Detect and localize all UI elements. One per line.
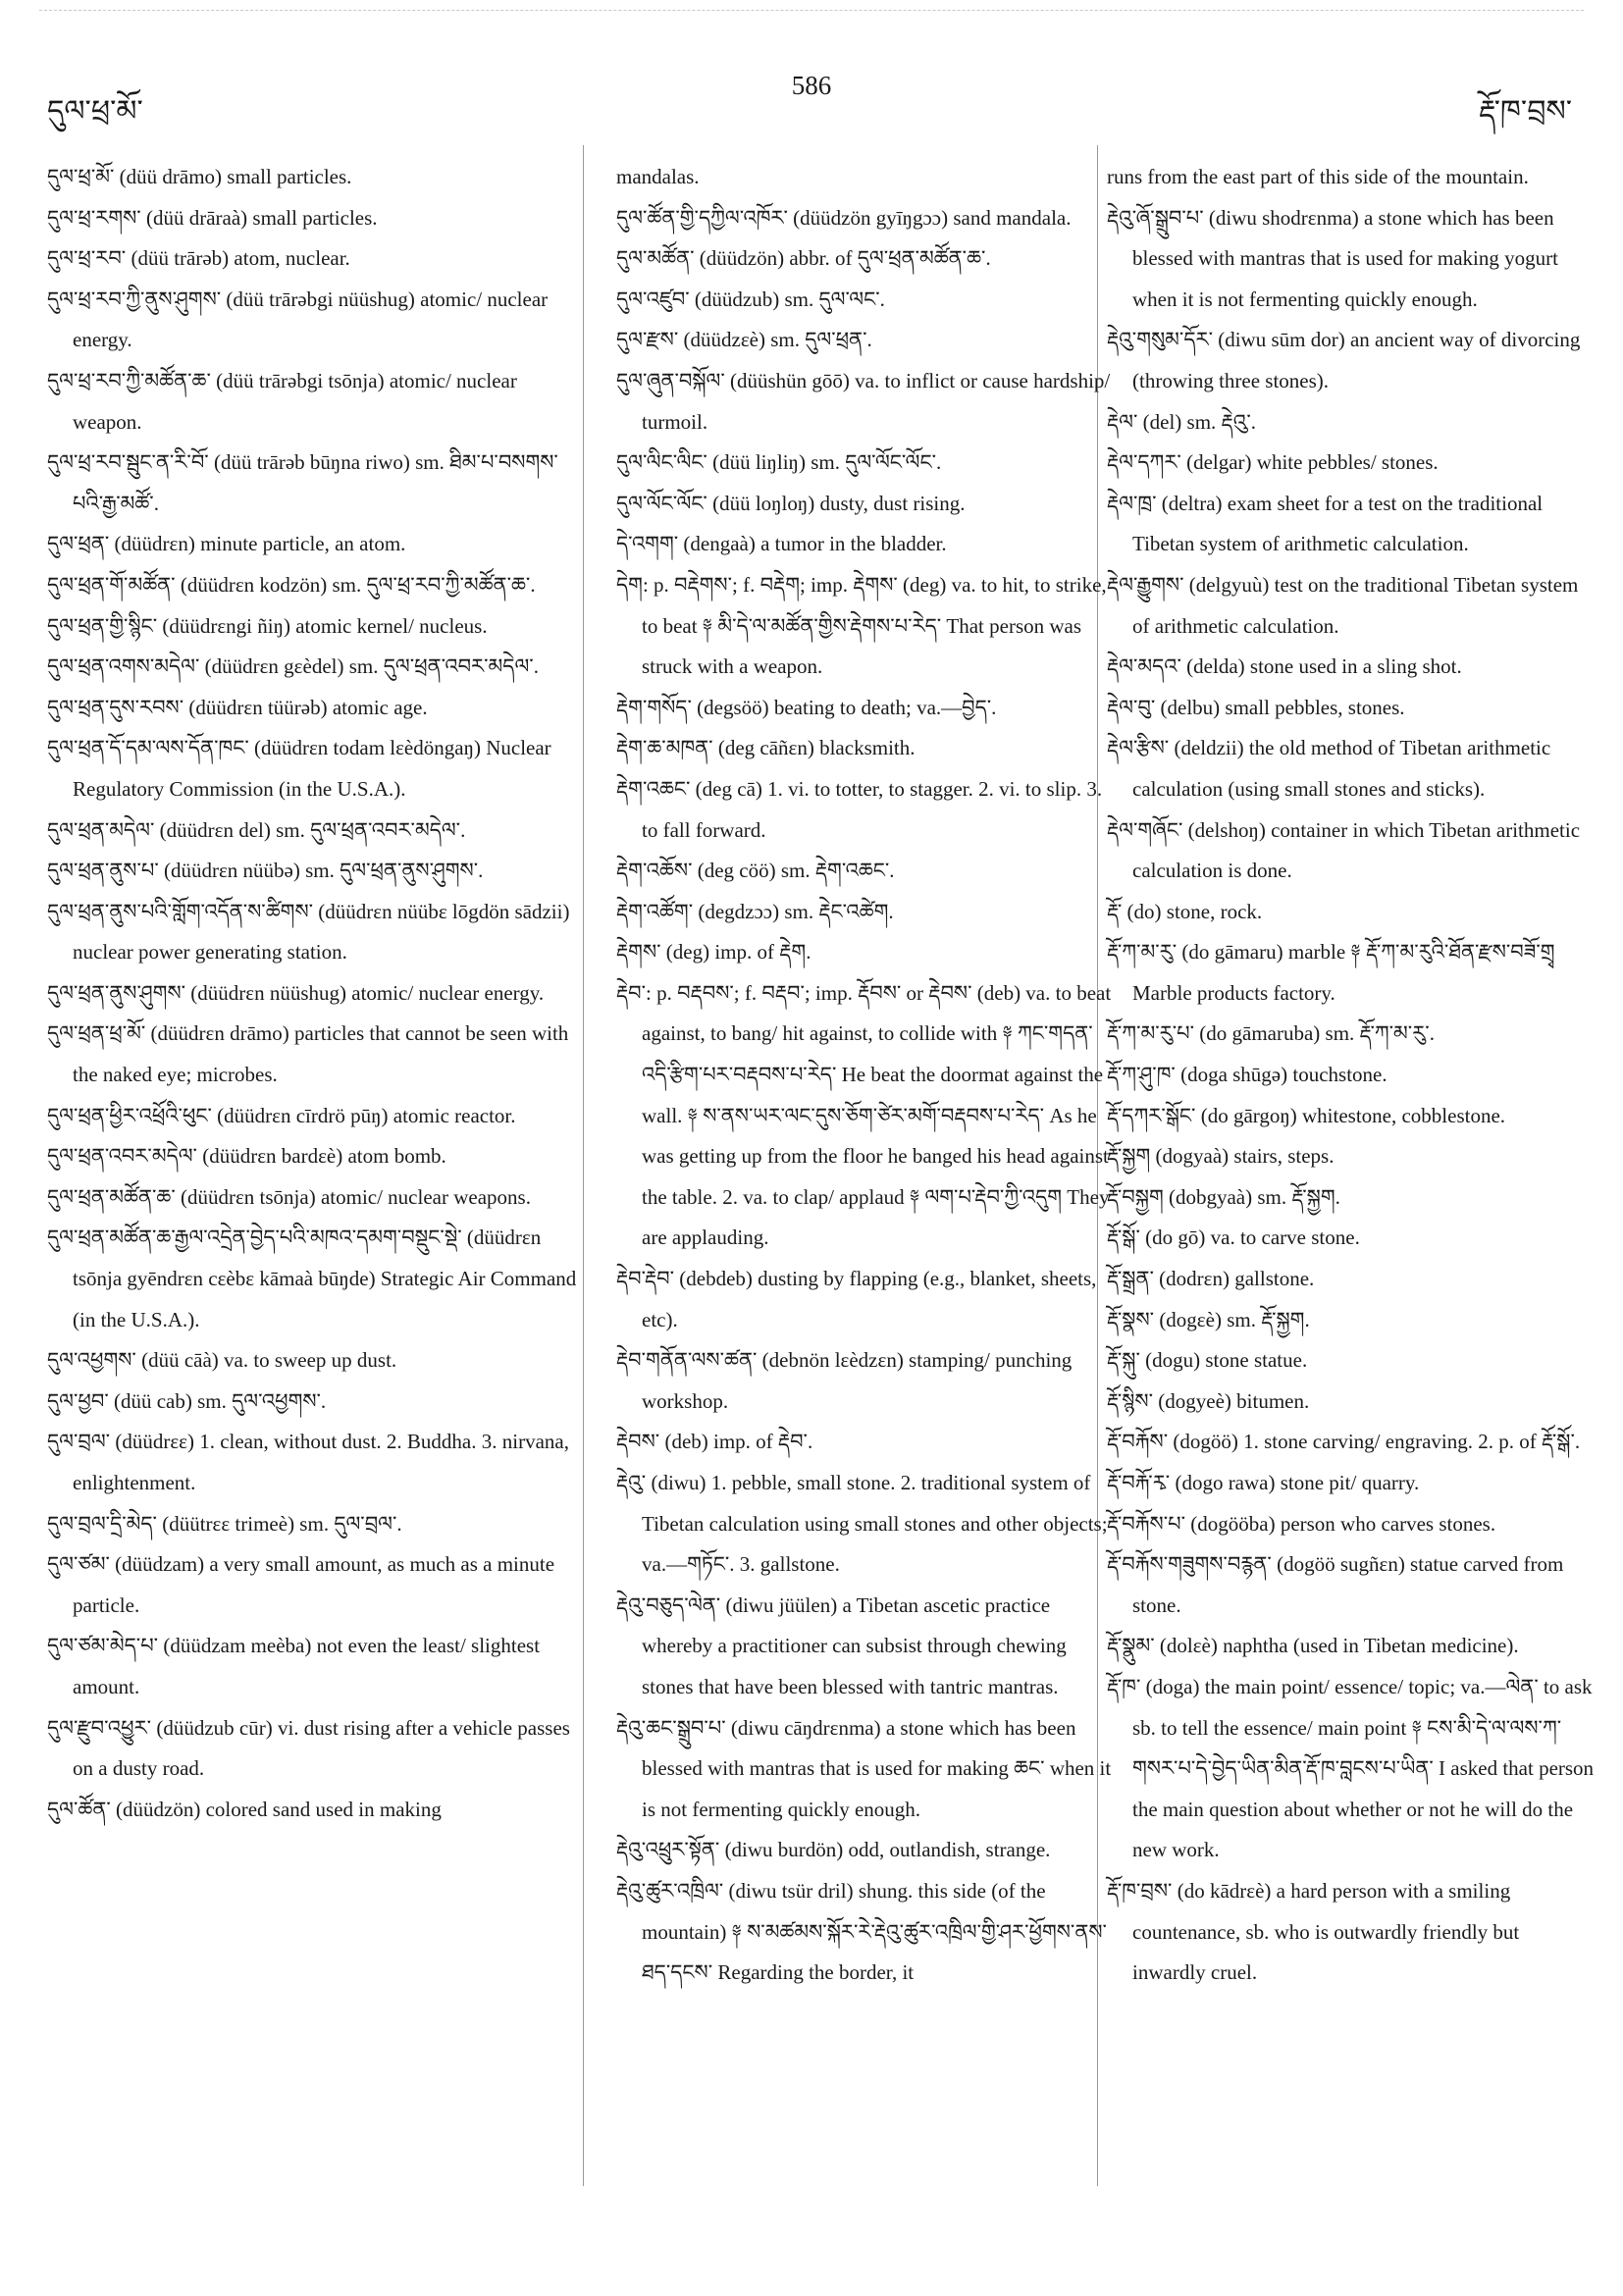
dictionary-entry: དུལ་ཕྲ་རབ་སྦུང་ན་རི་བོ་ (düü trārəb būŋna riwo) sm. ཐིམ་པ་བསགས་པའི་རྒྱ་མཚོ་. bbox=[47, 450, 558, 515]
dictionary-entry: དུལ་ཕྲ་རབ་ (düü trārəb) atom, nuclear. bbox=[47, 246, 350, 271]
dictionary-entry: རྡོ་བསྐྱག (dobgyaà) sm. རྡོ་སྐྱག. bbox=[1107, 1184, 1340, 1209]
dictionary-entry: དུལ་ཙམ་མེད་པ་ (düüdzam meèba) not even the least/ slightest amount. bbox=[47, 1634, 541, 1698]
dictionary-entry: རྡེལ་ཁྲ་ (deltra) exam sheet for a test on the traditional Tibetan system of arithmetic calculation. bbox=[1107, 491, 1544, 556]
dictionary-entry: རྡེལ་ (del) sm. རྡེའུ་. bbox=[1107, 409, 1257, 434]
dictionary-entry: དུལ་ཚོན་གྱི་དཀྱིལ་འཁོར་ (düüdzön gyīŋgɔɔ) sand mandala. bbox=[616, 205, 1072, 230]
dictionary-entry: དུལ་ཕྲན་ཕྲ་མོ་ (düüdrɛn drāmo) particles that cannot be seen with the naked eye; microbes. bbox=[47, 1021, 569, 1087]
dictionary-entry: རྡེགས་ (deg) imp. of རྡེག. bbox=[616, 940, 812, 965]
dictionary-entry: རྡེག་ཆ་མཁན་ (deg cāñɛn) blacksmith. bbox=[616, 736, 916, 760]
dictionary-entry: རྡེལ་བུ་ (delbu) small pebbles, stones. bbox=[1107, 695, 1405, 719]
dictionary-entry: དུལ་བྲལ་ (düüdrɛɛ) 1. clean, without dust. 2. Buddha. 3. nirvana, enlightenment. bbox=[47, 1430, 569, 1494]
dictionary-entry: དུལ་ཕྲན་ཕྱིར་འཕྲོའི་ཕུང་ (düüdrɛn cīrdrö pūŋ) atomic reactor. bbox=[47, 1103, 516, 1127]
dictionary-entry: དུལ་ཕྲ་རབ་ཀྱི་མཚོན་ཆ་ (düü trārəbgi tsōnja) atomic/ nuclear weapon. bbox=[47, 368, 517, 434]
dictionary-entry: རྡེལ་རྩིས་ (deldzii) the old method of Tibetan arithmetic calculation (using small stones and sticks). bbox=[1107, 736, 1551, 801]
dictionary-entry: དུལ་ཕྲན་དུས་རབས་ (düüdrɛn tüürəb) atomic age. bbox=[47, 695, 428, 719]
dictionary-entry: mandalas. bbox=[616, 165, 700, 188]
dictionary-entry: རྡེག་འཆོས་ (deg cöö) sm. རྡེག་འཆང་. bbox=[616, 859, 895, 883]
dictionary-entry: རྡོ་སྣས་ (dogɛè) sm. རྡོ་སྐྱག. bbox=[1107, 1307, 1310, 1331]
dictionary-entry: དུལ་ཕྲན་ནུས་པའི་གློག་འདོན་ས་ཚིགས་ (düüdrɛn nüübɛ lōgdön sādzii) nuclear power generating station. bbox=[47, 899, 570, 965]
dictionary-entry: དུལ་ཕྲན་གྱི་སྙིང་ (düüdrɛngi ñiŋ) atomic kernel/ nucleus. bbox=[47, 613, 488, 638]
dictionary-entry: དུལ་ཕྲ་རགས་ (düü drāraà) small particles. bbox=[47, 205, 378, 230]
dictionary-entry: རྡེག་གསོད་ (degsöö) beating to death; va.—བྱེད་. bbox=[616, 695, 997, 719]
dictionary-entry: རྡེལ་གཞོང་ (delshoŋ) container in which Tibetan arithmetic calculation is done. bbox=[1107, 817, 1581, 883]
running-head-left: དུལ་ཕྲ་མོ་ bbox=[47, 94, 143, 129]
dictionary-entry: རྡོ་སྐུ་ (dogu) stone statue. bbox=[1107, 1348, 1308, 1373]
dictionary-entry: རྡེལ་རྒྱུགས་ (delgyuù) test on the traditional Tibetan system of arithmetic calculation. bbox=[1107, 572, 1579, 638]
dictionary-entry: རྡོ་སྐྱག (dogyaà) stairs, steps. bbox=[1107, 1144, 1335, 1169]
dictionary-entry: རྡེའུ་བཅུད་ལེན་ (diwu jüülen) a Tibetan ascetic practice whereby a practitioner can subsist through chewing stones that have been blessed with tantric mantras. bbox=[616, 1592, 1067, 1698]
dictionary-entry: རྡེའུ་ (diwu) 1. pebble, small stone. 2. traditional system of Tibetan calculation using small stones and other objects; va.—གཏོང་. 3. gallstone. bbox=[616, 1471, 1108, 1577]
dictionary-entry: དུལ་ཕྲན་ནུས་ཤུགས་ (düüdrɛn nüüshug) atomic/ nuclear energy. bbox=[47, 980, 545, 1005]
dictionary-entry: དུལ་ལིང་ལིང་ (düü liŋliŋ) sm. དུལ་ལོང་ལོང་. bbox=[616, 450, 942, 475]
dictionary-entry: དུལ་ཕྲ་མོ་ (düü drāmo) small particles. bbox=[47, 165, 352, 188]
dictionary-entry: རྡོ་ (do) stone, rock. bbox=[1107, 899, 1263, 923]
scan-edge-line bbox=[39, 10, 1584, 11]
dictionary-entry: རྡོ་ཀ་ཤུ་ཁ་ (doga shūgə) touchstone. bbox=[1107, 1063, 1387, 1087]
dictionary-entry: རྡེའུ་གསུམ་དོར་ (diwu sūm dor) an ancient way of divorcing (throwing three stones). bbox=[1107, 328, 1581, 392]
dictionary-entry: དུལ་ཕྲན་དོ་དམ་ལས་དོན་ཁང་ (düüdrɛn todam lɛèdöngaŋ) Nuclear Regulatory Commission (in the U.S.A.). bbox=[47, 736, 551, 801]
column-2 bbox=[616, 157, 1119, 1994]
dictionary-entry: དེག: p. བརྡེགས་; f. བརྡེག; imp. རྡེགས་ (deg) va. to hit, to strike, to beat ༈ མི་དེ་ལ་མཚོན་གྱིས་རྡེགས་པ་རེད་ That person was struck with a weapon. bbox=[616, 572, 1107, 679]
dictionary-entry: དུལ་ཕྲན་ (düüdrɛn) minute particle, an atom. bbox=[47, 532, 406, 556]
dictionary-entry: རྡེའུ་ཆང་སྒྲུབ་པ་ (diwu cāŋdrɛnma) a stone which has been blessed with mantras that is used for making ཆང་ when it is not fermenting quickly enough. bbox=[616, 1715, 1112, 1821]
column-divider bbox=[583, 145, 584, 2186]
dictionary-entry: རྡེའུ་འཕྲུར་སྟོན་ (diwu burdön) odd, outlandish, strange. bbox=[616, 1838, 1051, 1862]
dictionary-entry: རྡོ་དཀར་སྒོང་ (do gārgoŋ) whitestone, cobblestone. bbox=[1107, 1103, 1506, 1127]
dictionary-entry: རྡོ་སྙིས་ (dogyeè) bitumen. bbox=[1107, 1388, 1310, 1413]
dictionary-entry: དུལ་ཚོན་ (düüdzön) colored sand used in making bbox=[47, 1797, 442, 1821]
dictionary-entry: དུལ་ཕྲན་མཚོན་ཆ་རྒྱལ་འདྲེན་བྱེད་པའི་མཁའ་དམག་བསྡུང་སྡེ་ (düüdrɛn tsōnja gyēndrɛn cɛèbɛ kāmaà būŋde) Strategic Air Command (in the U.S.A.). bbox=[47, 1226, 577, 1331]
dictionary-entry: རྡོ་བརྐོ་རྭ་ (dogo rawa) stone pit/ quarry. bbox=[1107, 1471, 1420, 1494]
dictionary-entry: རྡོ་སྣུམ་ (dolɛè) naphtha (used in Tibetan medicine). bbox=[1107, 1634, 1519, 1658]
dictionary-entry: རྡེབ་: p. བརྡབས་; f. བརྡབ་; imp. རྡོབས་ or རྡེབས་ (deb) va. to beat against, to bang/ hit against, to collide with ༈ ཀང་གདན་འདི་རྩིག་པར་བརྡབས་པ་རེད་ He beat the doormat against the wall. ༈ ས་ནས་ཡར་ལང་དུས་ཅོག་ཙེར་མགོ་བརྡབས་པ་རེད་ As he was getting up from the floor he banged his head against the table. 2. va. to clap/ applaud ༈ ལག་པ་རྡེབ་ཀྱི་འདུག They are applauding. bbox=[616, 980, 1112, 1250]
dictionary-entry: རྡེའུ་ཞོ་སྒྲུབ་པ་ (diwu shodrɛnma) a stone which has been blessed with mantras that is used for making yogurt when it is not fermenting quickly enough. bbox=[1107, 205, 1558, 311]
dictionary-entry: དུལ་ཕྲན་འབར་མདེལ་ (düüdrɛn bardɛè) atom bomb. bbox=[47, 1144, 446, 1169]
dictionary-entry: དུལ་བྲལ་དྲི་མེད་ (düütrɛɛ trimeè) sm. དུལ་བྲལ་. bbox=[47, 1511, 402, 1536]
dictionary-entry: དུལ་ཕྲ་རབ་ཀྱི་ནུས་ཤུགས་ (düü trārəbgi nüüshug) atomic/ nuclear energy. bbox=[47, 287, 549, 352]
dictionary-entry: རྡོ་ཁ་བྲས་ (do kādrɛè) a hard person with a smiling countenance, sb. who is outwardly friendly but inwardly cruel. bbox=[1107, 1878, 1520, 1985]
dictionary-entry: དུལ་ལོང་ལོང་ (düü loŋloŋ) dusty, dust rising. bbox=[616, 491, 966, 515]
dictionary-entry: runs from the east part of this side of the mountain. bbox=[1107, 165, 1529, 188]
dictionary-entry: དུལ་ཞུན་བསྐོལ་ (düüshün gōō) va. to inflict or cause hardship/ turmoil. bbox=[616, 368, 1111, 434]
dictionary-entry: རྡེག་འཚོག་ (degdzɔɔ) sm. རྡེང་འཚེག. bbox=[616, 899, 894, 923]
dictionary-entry: རྡོ་སྒོ་ (do gō) va. to carve stone. bbox=[1107, 1226, 1360, 1250]
dictionary-entry: དུལ་རྫུབ་འཕྱུར་ (düüdzub cūr) vi. dust rising after a vehicle passes on a dusty road. bbox=[47, 1715, 570, 1781]
dictionary-entry: རྡོ་ཁ་ (doga) the main point/ essence/ topic; va.—ལེན་ to ask sb. to tell the essence/ main point ༈ ངས་མི་དེ་ལ་ལས་ཀ་གསར་པ་དེ་བྱེད་ཡིན་མིན་རྡོ་ཁ་བླངས་པ་ཡིན་ I asked that person the main question about whether or not he will do the new work. bbox=[1107, 1674, 1595, 1862]
dictionary-entry: རྡེལ་དཀར་ (delgar) white pebbles/ stones. bbox=[1107, 450, 1439, 475]
dictionary-entry: དུལ་ཕྲན་འགས་མདེལ་ (düüdrɛn gɛèdel) sm. དུལ་ཕྲན་འབར་མདེལ་. bbox=[47, 654, 539, 679]
dictionary-entry: དུལ་རྫས་ (düüdzɛè) sm. དུལ་ཕྲན་. bbox=[616, 328, 872, 352]
dictionary-entry: རྡོ་ཀ་མ་རུ་ (do gāmaru) marble ༈ རྡོ་ཀ་མ་རུའི་ཐོན་རྫས་བཟོ་གྲྭ Marble products factory. bbox=[1107, 940, 1555, 1005]
dictionary-entry: རྡོ་བརྐོས་གཟུགས་བརྙན་ (dogöö sugñɛn) statue carved from stone. bbox=[1107, 1552, 1564, 1617]
dictionary-entry: རྡེབ་རྡེབ་ (debdeb) dusting by flapping (e.g., blanket, sheets, etc). bbox=[616, 1267, 1097, 1331]
dictionary-entry: དུལ་ཕྲན་མཚོན་ཆ་ (düüdrɛn tsōnja) atomic/ nuclear weapons. bbox=[47, 1184, 531, 1209]
dictionary-entry: རྡེག་འཆང་ (deg cā) 1. vi. to totter, to stagger. 2. vi. to slip. 3. to fall forward. bbox=[616, 776, 1103, 842]
page-number: 586 bbox=[791, 71, 832, 100]
dictionary-entry: དུལ་འཕྱགས་ (düü cāà) va. to sweep up dust. bbox=[47, 1348, 397, 1373]
dictionary-entry: རྡོ་སྒྲན་ (dodrɛn) gallstone. bbox=[1107, 1267, 1315, 1291]
dictionary-entry: དུལ་ཕྱབ་ (düü cab) sm. དུལ་འཕྱགས་. bbox=[47, 1388, 327, 1413]
column-1 bbox=[47, 157, 577, 1830]
dictionary-entry: དེ་འགག་ (dengaà) a tumor in the bladder. bbox=[616, 532, 947, 556]
dictionary-entry: དུལ་ཙམ་ (düüdzam) a very small amount, as much as a minute particle. bbox=[47, 1552, 555, 1617]
dictionary-entry: དུལ་ཕྲན་གོ་མཚོན་ (düüdrɛn kodzön) sm. དུལ་ཕྲ་རབ་ཀྱི་མཚོན་ཆ་. bbox=[47, 572, 536, 597]
dictionary-entry: རྡེལ་མདའ་ (delda) stone used in a sling shot. bbox=[1107, 654, 1462, 679]
dictionary-entry: རྡེབས་ (deb) imp. of རྡེབ་. bbox=[616, 1430, 813, 1454]
dictionary-entry: རྡོ་བརྐོས་པ་ (dogööba) person who carves stones. bbox=[1107, 1511, 1496, 1536]
dictionary-entry: དུལ་ཕྲན་མདེལ་ (düüdrɛn del) sm. དུལ་ཕྲན་འབར་མདེལ་. bbox=[47, 817, 466, 842]
running-head-right: རྡོ་ཁ་བྲས་ bbox=[1479, 94, 1572, 129]
dictionary-entry: རྡོ་བརྐོས་ (dogöö) 1. stone carving/ engraving. 2. p. of རྡོ་སྒོ་. bbox=[1107, 1430, 1581, 1454]
column-3 bbox=[1107, 157, 1597, 1994]
dictionary-entry: དུལ་འཛུབ་ (düüdzub) sm. དུལ་ལང་. bbox=[616, 287, 885, 311]
dictionary-entry: དུལ་ཕྲན་ནུས་པ་ (düüdrɛn nüübə) sm. དུལ་ཕྲན་ནུས་ཤུགས་. bbox=[47, 859, 484, 883]
dictionary-entry: རྡེའུ་ཚུར་འཁྲིལ་ (diwu tsür dril) shung. this side (of the mountain) ༈ ས་མཚམས་སྐོར་རེ་རྡེའུ་ཚུར་འཁྲིལ་གྱི་ཤར་ཕྱོགས་ནས་ཐད་དངས་ Regarding the border, it bbox=[616, 1878, 1107, 1985]
dictionary-entry: རྡོ་ཀ་མ་རུ་པ་ (do gāmaruba) sm. རྡོ་ཀ་མ་རུ་. bbox=[1107, 1021, 1435, 1046]
dictionary-entry: རྡེབ་གནོན་ལས་ཚན་ (debnön lɛèdzɛn) stamping/ punching workshop. bbox=[616, 1348, 1073, 1413]
dictionary-entry: དུལ་མཚོན་ (düüdzön) abbr. of དུལ་ཕྲན་མཚོན་ཆ་. bbox=[616, 246, 991, 271]
